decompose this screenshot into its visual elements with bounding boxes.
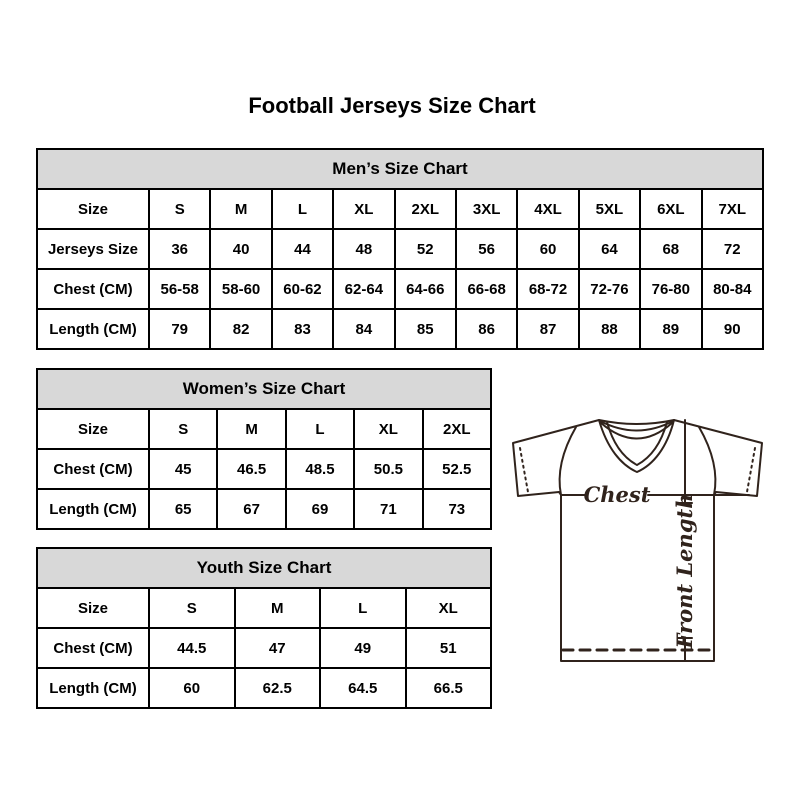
- cell-value: 64.5: [320, 668, 406, 708]
- cell-value: 36: [149, 229, 210, 269]
- column-header: 6XL: [640, 189, 701, 229]
- column-header: S: [149, 409, 217, 449]
- chest-label: Chest: [583, 482, 651, 507]
- cell-value: 68-72: [517, 269, 578, 309]
- cell-value: 46.5: [217, 449, 285, 489]
- column-header: S: [149, 588, 235, 628]
- column-header: 2XL: [423, 409, 491, 449]
- column-header: M: [235, 588, 321, 628]
- table-title-row: [37, 548, 491, 588]
- womens-size-chart-table: [36, 368, 492, 530]
- column-header: L: [272, 189, 333, 229]
- table-title-row: [37, 149, 763, 189]
- table-header-row: [37, 588, 491, 628]
- cell-value: 72-76: [579, 269, 640, 309]
- corner-header: Size: [37, 588, 149, 628]
- table-row: [37, 489, 491, 529]
- row-label: Chest (CM): [37, 269, 149, 309]
- table-row: [37, 269, 763, 309]
- table-row: [37, 229, 763, 269]
- cell-value: 85: [395, 309, 456, 349]
- page-title: Football Jerseys Size Chart: [248, 93, 536, 118]
- cell-value: 64-66: [395, 269, 456, 309]
- jersey-outline-shape: [513, 420, 762, 661]
- cell-value: 51: [406, 628, 492, 668]
- column-header: M: [210, 189, 271, 229]
- cell-value: 65: [149, 489, 217, 529]
- table-title: Women’s Size Chart: [37, 369, 491, 409]
- cell-value: 49: [320, 628, 406, 668]
- cell-value: 52.5: [423, 449, 491, 489]
- cell-value: 48: [333, 229, 394, 269]
- cell-value: 52: [395, 229, 456, 269]
- column-header: L: [320, 588, 406, 628]
- row-label: Chest (CM): [37, 628, 149, 668]
- table-row: [37, 628, 491, 668]
- cell-value: 87: [517, 309, 578, 349]
- cell-value: 60-62: [272, 269, 333, 309]
- cell-value: 69: [286, 489, 354, 529]
- cell-value: 80-84: [702, 269, 763, 309]
- table-title: Youth Size Chart: [37, 548, 491, 588]
- table-row: [37, 449, 491, 489]
- row-label: Jerseys Size: [37, 229, 149, 269]
- row-label: Chest (CM): [37, 449, 149, 489]
- cell-value: 90: [702, 309, 763, 349]
- cell-value: 56-58: [149, 269, 210, 309]
- corner-header: Size: [37, 189, 149, 229]
- cell-value: 76-80: [640, 269, 701, 309]
- cell-value: 50.5: [354, 449, 422, 489]
- row-label: Length (CM): [37, 489, 149, 529]
- column-header: S: [149, 189, 210, 229]
- cell-value: 82: [210, 309, 271, 349]
- column-header: L: [286, 409, 354, 449]
- cell-value: 60: [149, 668, 235, 708]
- cell-value: 73: [423, 489, 491, 529]
- column-header: 5XL: [579, 189, 640, 229]
- cell-value: 44: [272, 229, 333, 269]
- column-header: XL: [354, 409, 422, 449]
- column-header: 2XL: [395, 189, 456, 229]
- cell-value: 72: [702, 229, 763, 269]
- cell-value: 40: [210, 229, 271, 269]
- cell-value: 64: [579, 229, 640, 269]
- cell-value: 88: [579, 309, 640, 349]
- row-label: Length (CM): [37, 309, 149, 349]
- cell-value: 66-68: [456, 269, 517, 309]
- table-header-row: [37, 189, 763, 229]
- cell-value: 62.5: [235, 668, 321, 708]
- cell-value: 89: [640, 309, 701, 349]
- cell-value: 48.5: [286, 449, 354, 489]
- cell-value: 45: [149, 449, 217, 489]
- table-header-row: [37, 409, 491, 449]
- cell-value: 79: [149, 309, 210, 349]
- mens-size-chart-table: [36, 148, 764, 350]
- cell-value: 68: [640, 229, 701, 269]
- cell-value: 71: [354, 489, 422, 529]
- column-header: XL: [406, 588, 492, 628]
- cell-value: 83: [272, 309, 333, 349]
- table-title: Men’s Size Chart: [37, 149, 763, 189]
- youth-size-chart-table: [36, 547, 492, 709]
- cell-value: 47: [235, 628, 321, 668]
- table-row: [37, 309, 763, 349]
- row-label: Length (CM): [37, 668, 149, 708]
- column-header: XL: [333, 189, 394, 229]
- front-length-label: Front Length: [672, 493, 697, 649]
- jersey-measurement-diagram: [503, 401, 775, 673]
- table-row: [37, 668, 491, 708]
- cell-value: 58-60: [210, 269, 271, 309]
- column-header: 7XL: [702, 189, 763, 229]
- cell-value: 66.5: [406, 668, 492, 708]
- column-header: 4XL: [517, 189, 578, 229]
- table-title-row: [37, 369, 491, 409]
- cell-value: 67: [217, 489, 285, 529]
- cell-value: 60: [517, 229, 578, 269]
- corner-header: Size: [37, 409, 149, 449]
- cell-value: 44.5: [149, 628, 235, 668]
- column-header: 3XL: [456, 189, 517, 229]
- column-header: M: [217, 409, 285, 449]
- cell-value: 62-64: [333, 269, 394, 309]
- cell-value: 56: [456, 229, 517, 269]
- cell-value: 84: [333, 309, 394, 349]
- cell-value: 86: [456, 309, 517, 349]
